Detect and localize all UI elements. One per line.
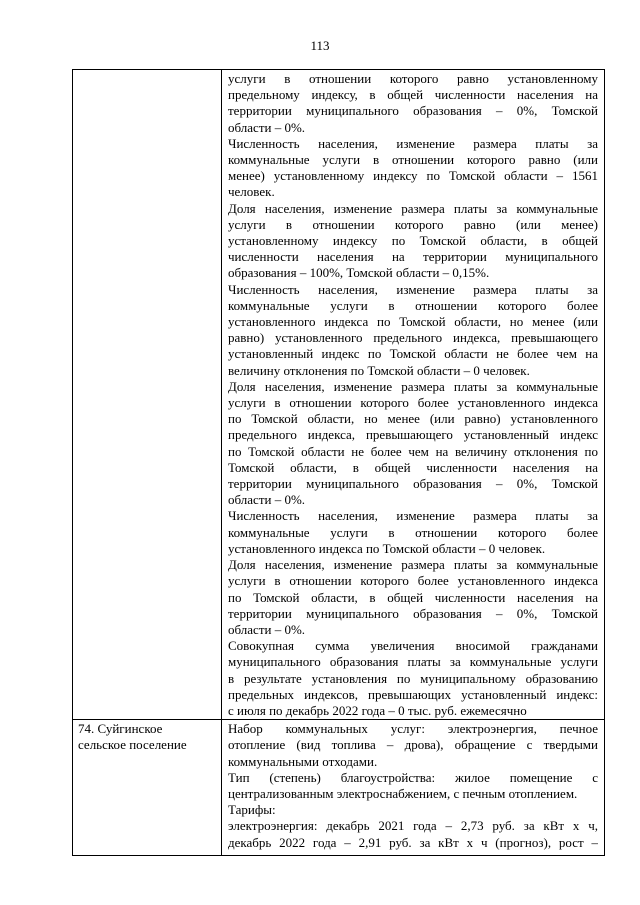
text-line: Набор коммунальных услуг: электроэнергия, печное: [228, 721, 598, 737]
text-line: установленный индекс по Томской области не более чем на: [228, 346, 598, 362]
text-line: территории муниципального образования – 0%, Томской: [228, 476, 598, 492]
text-line: коммунальные услуги в отношении которого равно (или: [228, 152, 598, 168]
document-table: [72, 69, 605, 856]
paragraph: [228, 557, 598, 638]
text-line: Тип (степень) благоустройства: жилое помещение с: [228, 769, 598, 785]
table-cell-right: [222, 720, 605, 856]
text-line: коммунальными отходами.: [228, 753, 378, 769]
text-line: предельному индексу, в общей численности населения на: [228, 87, 598, 103]
text-line: Численность населения, изменение размера платы за: [228, 135, 598, 151]
text-line: численности населения на территории муниципального: [228, 249, 598, 265]
text-line: муниципального образования платы за коммунальные услуги: [228, 654, 598, 670]
text-line: Численность населения, изменение размера платы за: [228, 281, 598, 297]
paragraph: [228, 638, 598, 719]
table-row: [73, 70, 605, 720]
paragraph: [228, 71, 598, 136]
text-line: человек.: [228, 184, 275, 200]
text-line: услуги в отношении которого равно (или менее): [228, 216, 598, 232]
settlement-label-line: сельское поселение: [78, 737, 187, 753]
paragraph: [228, 721, 598, 770]
page-number: 113: [310, 38, 330, 53]
text-line: образования – 100%, Томской области – 0,15%.: [228, 265, 490, 281]
table-cell-right: [222, 70, 605, 720]
paragraph: [228, 770, 598, 802]
text-line: в результате установления по муниципальному образованию: [228, 670, 598, 686]
text-line: предельного индекса, превышающего установленный индекс: [228, 427, 598, 443]
text-line: коммунальные услуги в отношении которого более: [228, 524, 598, 540]
text-line: услуги в отношении которого более установленного индекса: [228, 573, 598, 589]
text-line: услуги в отношении которого более установленного индекса: [228, 395, 598, 411]
text-line: области – 0%.: [228, 621, 306, 637]
text-line: Тарифы:: [228, 802, 276, 818]
text-line: по Томской области, но менее (или равно) установленного: [228, 411, 598, 427]
text-line: величину отклонения по Томской области – 0 человек.: [228, 362, 530, 378]
text-line: равно) установленного предельного индекса, превышающего: [228, 330, 598, 346]
text-line: установленного индекса по Томской области – 0 человек.: [228, 540, 546, 556]
text-line: Доля населения, изменение размера платы за коммунальные: [228, 557, 598, 573]
paragraph: [228, 282, 598, 379]
text-line: с июля по декабрь 2022 года – 0 тыс. руб. ежемесячно: [228, 702, 527, 718]
paragraph: [228, 802, 598, 818]
paragraph: [228, 136, 598, 201]
text-line: декабрь 2022 года – 2,91 руб. за кВт х ч (прогноз), рост –: [228, 834, 598, 850]
text-line: централизованным электроснабжением, с печным отоплением.: [228, 785, 578, 801]
text-line: услуги в отношении которого равно установленному: [228, 71, 598, 86]
text-line: по Томской области не более чем на величину отклонения по: [228, 443, 598, 459]
paragraph: [228, 818, 598, 850]
text-line: Численность населения, изменение размера платы за: [228, 508, 598, 524]
text-line: Томской области, в общей численности населения на: [228, 459, 598, 475]
text-line: установленного индекса по Томской области, но менее (или: [228, 314, 598, 330]
table-row: [73, 720, 605, 856]
text-line: Доля населения, изменение размера платы за коммунальные: [228, 378, 598, 394]
text-line: области – 0%.: [228, 492, 306, 508]
text-line: области – 0%.: [228, 119, 306, 135]
text-line: территории муниципального образования – 0%, Томской: [228, 605, 598, 621]
text-line: коммунальные услуги в отношении которого более: [228, 297, 598, 313]
paragraph: [228, 201, 598, 282]
paragraph: [228, 508, 598, 557]
text-line: установленному индексу по Томской области, в общей: [228, 233, 598, 249]
settlement-label-line: 74. Суйгинское: [78, 721, 163, 737]
text-line: территории муниципального образования – 0%, Томской: [228, 103, 598, 119]
text-line: Совокупная сумма увеличения вносимой гражданами: [228, 638, 598, 654]
text-line: отопление (вид топлива – дрова), обращение с твердыми: [228, 737, 598, 753]
text-line: по Томской области, в общей численности населения на: [228, 589, 598, 605]
paragraph: [228, 379, 598, 509]
text-line: предельных индексов, превышающих установленный индекс:: [228, 686, 598, 702]
table-cell-left: [73, 720, 222, 856]
text-line: электроэнергия: декабрь 2021 года – 2,73 руб. за кВт х ч,: [228, 818, 598, 834]
text-line: менее) установленному индексу по Томской области – 1561: [228, 168, 598, 184]
table-cell-left: [73, 70, 222, 720]
text-line: Доля населения, изменение размера платы за коммунальные: [228, 200, 598, 216]
